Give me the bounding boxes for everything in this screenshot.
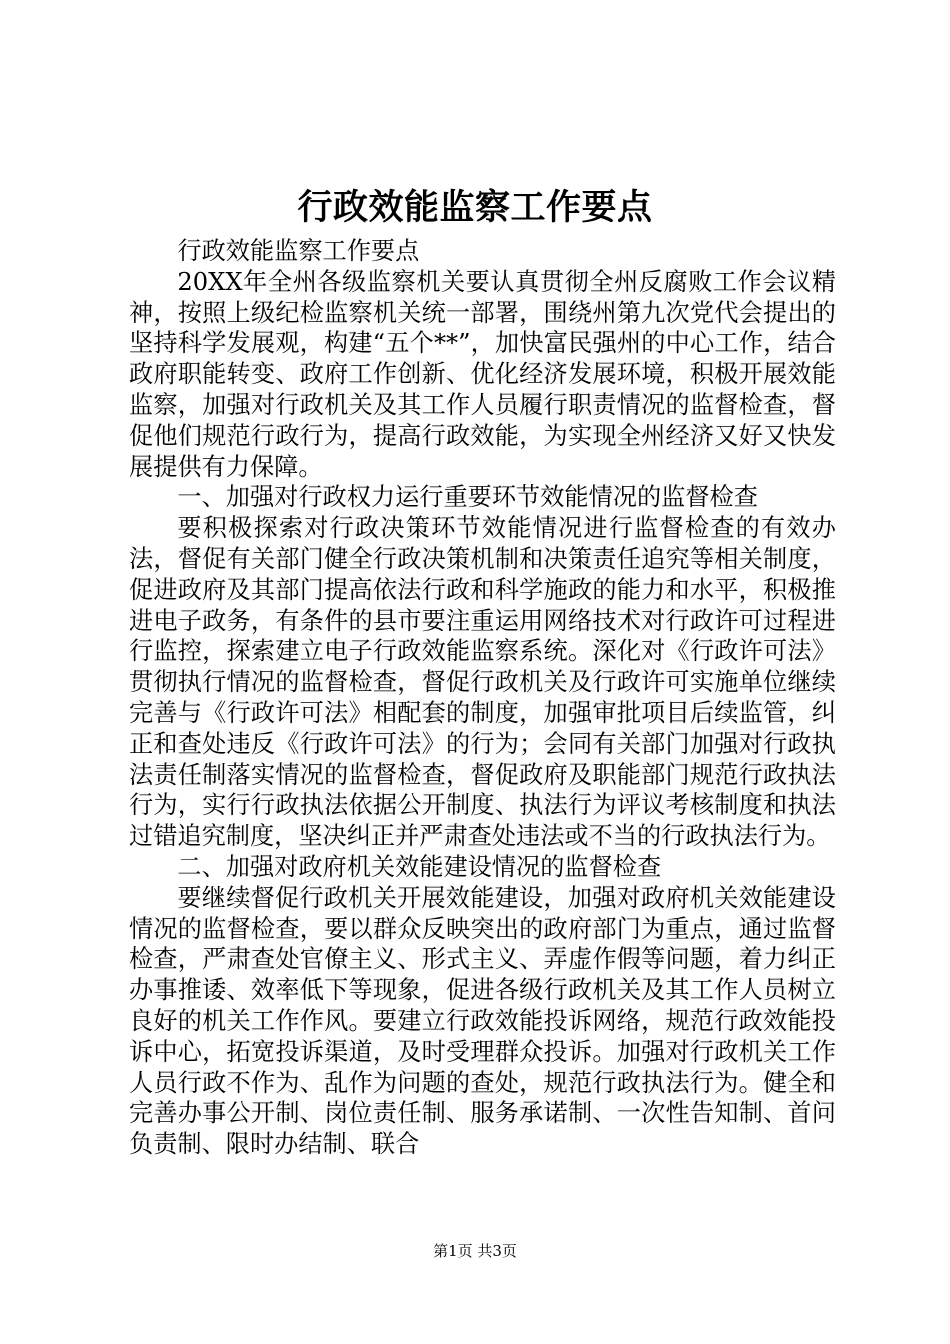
document-title: 行政效能监察工作要点 xyxy=(297,187,653,228)
page-number-footer: 第1页 共3页 xyxy=(433,1242,517,1260)
paragraph-section-2: 要继续督促行政机关开展效能建设，加强对政府机关效能建设情况的监督检查，要以群众反映突出的政府部门为重点，通过监督检查，严肃查处官僚主义、形式主义、弄虚作假等问题，着力纠正办事推诿、效率低下等现象，促进各级行政机关及其工作人员树立良好的机关工作作风。要建立行政效能投诉网络，规范行政效能投诉中心，拓宽投诉渠道，及时受理群众投诉。加强对行政机关工作人员行政不作为、乱作为问题的查处，规范行政执法行为。健全和完善办事公开制、岗位责任制、服务承诺制、一次性告知制、首问负责制、限时办结制、联合 xyxy=(129,883,836,1159)
document-body xyxy=(129,236,836,1160)
paragraph-subtitle: 行政效能监察工作要点 xyxy=(177,237,420,265)
paragraph-section-1: 要积极探索对行政决策环节效能情况进行监督检查的有效办法，督促有关部门健全行政决策机制和决策责任追究等相关制度，促进政府及其部门提高依法行政和科学施政的能力和水平，积极推进电子政务，有条件的县市要注重运用网络技术对行政许可过程进行监控，探索建立电子行政效能监察系统。深化对《行政许可法》贯彻执行情况的监督检查，督促行政机关及行政许可实施单位继续完善与《行政许可法》相配套的制度，加强审批项目后续监管，纠正和查处违反《行政许可法》的行为；会同有关部门加强对行政执法责任制落实情况的监督检查，督促政府及职能部门规范行政执法行为，实行行政执法依据公开制度、执法行为评议考核制度和执法过错追究制度，坚决纠正并严肃查处违法或不当的行政执法行为。 xyxy=(129,514,836,851)
section-heading-2: 二、加强对政府机关效能建设情况的监督检查 xyxy=(177,852,662,881)
paragraph-intro: 20XX年全州各级监察机关要认真贯彻全州反腐败工作会议精神，按照上级纪检监察机关统一部署，围绕州第九次党代会提出的坚持科学发展观，构建“五个**”，加快富民强州的中心工作，结合政府职能转变、政府工作创新、优化经济发展环境，积极开展效能监察，加强对行政机关及其工作人员履行职责情况的监督检查，督促他们规范行政行为，提高行政效能，为实现全州经济又好又快发展提供有力保障。 xyxy=(129,267,836,481)
section-heading-1: 一、加强对行政权力运行重要环节效能情况的监督检查 xyxy=(177,483,758,512)
